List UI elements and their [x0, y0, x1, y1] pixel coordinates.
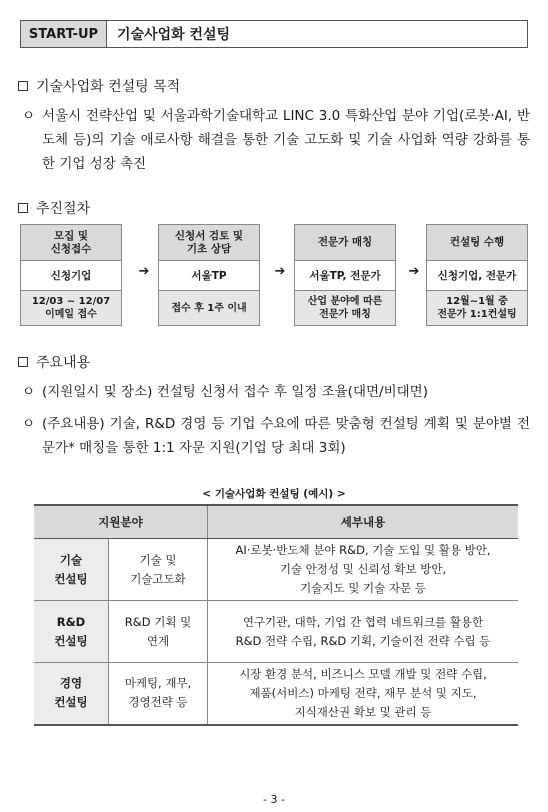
checkbox-square-icon: [18, 203, 28, 213]
bullet-mark: ㅇ: [22, 108, 36, 124]
startup-tag: START-UP: [21, 21, 107, 47]
document-header: [20, 20, 528, 48]
row-category: R&D 컨설팅: [34, 601, 109, 663]
step-detail: 12월~1월 중 전문가 1:1컨설팅: [427, 291, 527, 325]
purpose-bullet: [18, 104, 530, 176]
row-area: 마케팅, 재무, 경영전략 등: [109, 663, 208, 725]
row-area: R&D 기획 및 연계: [109, 601, 208, 663]
row-detail: 시장 환경 분석, 비즈니스 모델 개발 및 전략 수립, 제품(서비스) 마케팅 전략, 재무 분석 및 지도, 지식재산권 확보 및 관리 등: [208, 663, 519, 725]
consulting-table: [34, 504, 518, 726]
table-row: [34, 601, 518, 663]
header-detail: 세부내용: [208, 505, 519, 539]
header-support-area: 지원분야: [34, 505, 208, 539]
table-row: [34, 539, 518, 601]
table-header-row: [34, 505, 518, 539]
row-detail: AI·로봇·반도체 분야 R&D, 기술 도입 및 활용 방안, 기술 안정성 및 신뢰성 확보 방안, 기술지도 및 기술 자문 등: [208, 539, 519, 601]
arrow-right-icon: ➔: [138, 264, 150, 279]
section-content-title: [18, 352, 90, 372]
step-detail: 12/03 ~ 12/07 이메일 접수: [21, 291, 121, 325]
process-step: [294, 224, 396, 326]
step-actor: 서울TP: [159, 261, 259, 291]
section-procedure-label: 추진절차: [36, 201, 91, 217]
step-actor: 신청기업: [21, 261, 121, 291]
content-bullet: [18, 412, 530, 460]
process-step: [426, 224, 528, 326]
row-category: 기술 컨설팅: [34, 539, 109, 601]
step-actor: 서울TP, 전문가: [295, 261, 395, 291]
step-stage: 모집 및 신청접수: [21, 225, 121, 261]
checkbox-square-icon: [18, 81, 28, 91]
step-detail: 접수 후 1주 이내: [159, 291, 259, 325]
purpose-text: 서울시 전략산업 및 서울과학기술대학교 LINC 3.0 특화산업 분야 기업(로봇·AI, 반도체 등)의 기술 애로사항 해결을 통한 기술 고도화 및 기술 사업화 역량 강화를 통한 기업 성장 촉진: [42, 108, 530, 172]
content-bullet-text: (지원일시 및 장소) 컨설팅 신청서 접수 후 일정 조율(대면/비대면): [42, 384, 428, 400]
content-bullet-text: (주요내용) 기술, R&D 경영 등 기업 수요에 따른 맞춤형 컨설팅 계획 및 분야별 전문가* 매칭을 통한 1:1 자문 지원(기업 당 최대 3회): [42, 416, 530, 456]
step-detail: 산업 분야에 따른 전문가 매칭: [295, 291, 395, 325]
row-category: 경영 컨설팅: [34, 663, 109, 725]
checkbox-square-icon: [18, 357, 28, 367]
document-title: 기술사업화 컨설팅: [117, 27, 231, 43]
step-actor: 신청기업, 전문가: [427, 261, 527, 291]
step-stage: 컨설팅 수행: [427, 225, 527, 261]
table-caption: < 기술사업화 컨설팅 (예시) >: [202, 488, 346, 500]
row-detail: 연구기관, 대학, 기업 간 협력 네트워크를 활용한 R&D 전략 수립, R&D 기획, 기술이전 전략 수립 등: [208, 601, 519, 663]
section-purpose-title: [18, 76, 180, 96]
table-row: [34, 663, 518, 725]
arrow-right-icon: ➔: [408, 264, 420, 279]
process-step: [20, 224, 122, 326]
step-stage: 신청서 검토 및 기초 상담: [159, 225, 259, 261]
page-number: - 3 -: [263, 793, 285, 806]
section-content-label: 주요내용: [36, 355, 91, 371]
row-area: 기술 및 기술고도화: [109, 539, 208, 601]
bullet-mark: ㅇ: [22, 384, 36, 400]
arrow-right-icon: ➔: [274, 264, 286, 279]
procedure-flow: [20, 224, 528, 326]
section-procedure-title: [18, 198, 90, 218]
process-step: [158, 224, 260, 326]
section-purpose-label: 기술사업화 컨설팅 목적: [36, 79, 181, 95]
step-stage: 전문가 매칭: [295, 225, 395, 261]
content-bullet: [18, 380, 530, 404]
bullet-mark: ㅇ: [22, 416, 36, 432]
